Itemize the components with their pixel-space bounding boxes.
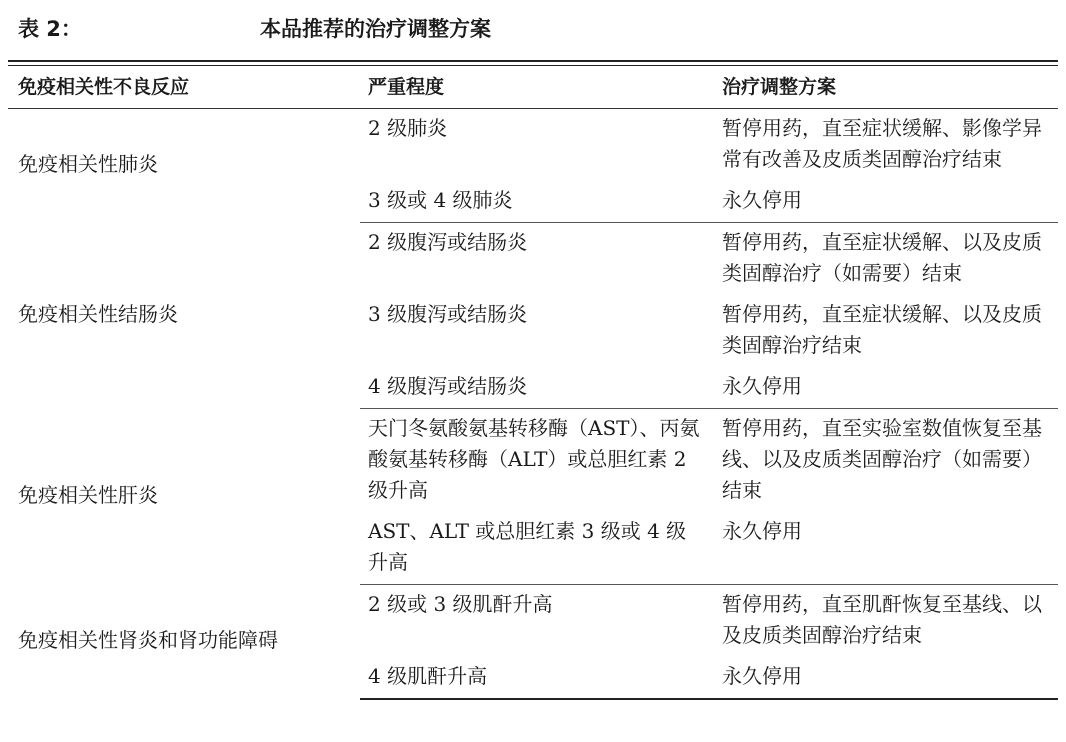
action-cell: 暂停用药，直至症状缓解、以及皮质类固醇治疗（如需要）结束 xyxy=(722,230,1042,285)
reaction-cell: 免疫相关性肝炎 xyxy=(18,483,158,507)
top-double-rule xyxy=(8,60,1058,66)
treatment-adjustment-table xyxy=(8,70,1058,700)
severity-cell: AST、ALT 或总胆红素 3 级或 4 级升高 xyxy=(360,512,712,585)
table-row xyxy=(8,585,1058,658)
action-cell: 永久停用 xyxy=(712,367,1058,409)
severity-cell: 3 级腹泻或结肠炎 xyxy=(368,302,528,326)
severity-cell: 2 级或 3 级肌酐升高 xyxy=(368,592,553,616)
severity-cell: 4 级肌酐升高 xyxy=(360,657,712,699)
severity-cell: 2 级腹泻或结肠炎 xyxy=(368,230,528,254)
severity-cell: 天门冬氨酸氨基转移酶（AST）、丙氨酸氨基转移酶（ALT）或总胆红素 2 级升高 xyxy=(368,416,700,502)
header-severity: 严重程度 xyxy=(360,70,712,109)
action-cell: 暂停用药，直至肌酐恢复至基线、以及皮质类固醇治疗结束 xyxy=(722,592,1042,647)
table-caption xyxy=(18,14,491,44)
action-cell: 暂停用药，直至症状缓解、影像学异常有改善及皮质类固醇治疗结束 xyxy=(722,116,1042,171)
caption-label: 表 2： xyxy=(18,17,82,41)
table-row xyxy=(8,409,1058,513)
reaction-cell: 免疫相关性结肠炎 xyxy=(18,302,178,326)
severity-cell: 4 级腹泻或结肠炎 xyxy=(360,367,712,409)
header-row xyxy=(8,70,1058,109)
reaction-cell: 免疫相关性肺炎 xyxy=(18,152,158,177)
action-cell: 暂停用药，直至症状缓解、以及皮质类固醇治疗结束 xyxy=(722,302,1042,357)
table-row xyxy=(8,223,1058,296)
action-cell: 永久停用 xyxy=(712,181,1058,223)
table-row xyxy=(8,109,1058,182)
header-action: 治疗调整方案 xyxy=(712,70,1058,109)
action-cell: 暂停用药，直至实验室数值恢复至基线、以及皮质类固醇治疗（如需要）结束 xyxy=(722,416,1042,502)
table-title: 本品推荐的治疗调整方案 xyxy=(260,17,491,41)
header-reaction: 免疫相关性不良反应 xyxy=(8,70,360,109)
reaction-cell: 免疫相关性肾炎和肾功能障碍 xyxy=(18,628,278,653)
severity-cell: 2 级肺炎 xyxy=(368,116,448,140)
action-cell: 永久停用 xyxy=(712,657,1058,699)
severity-cell: 3 级或 4 级肺炎 xyxy=(360,181,712,223)
action-cell: 永久停用 xyxy=(712,512,1058,585)
